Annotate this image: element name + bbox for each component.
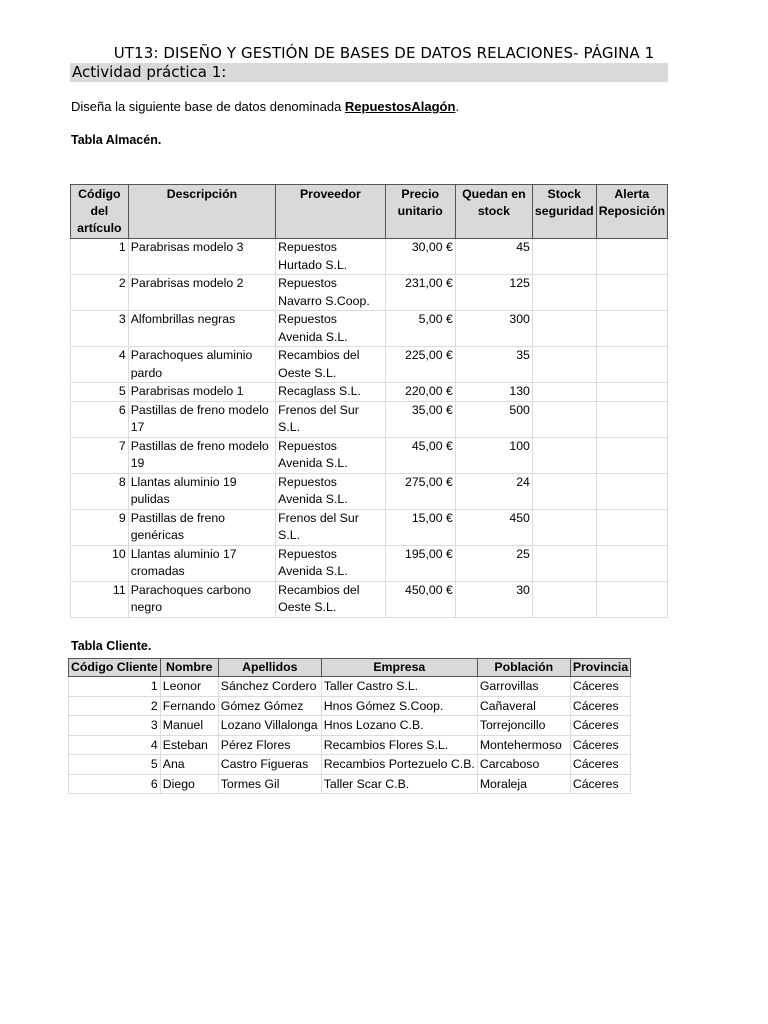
almacen-cell [596, 437, 667, 473]
almacen-cell: Repuestos Hurtado S.L. [276, 239, 385, 275]
cliente-cell: Carcaboso [477, 755, 570, 775]
almacen-cell: 500 [455, 401, 532, 437]
almacen-cell: Parachoques carbono negro [128, 581, 275, 617]
almacen-row [71, 239, 668, 275]
cliente-cell: Sánchez Cordero [218, 677, 321, 697]
cliente-header-cell: Apellidos [218, 659, 321, 677]
almacen-cell [596, 545, 667, 581]
almacen-cell [532, 473, 596, 509]
almacen-row [71, 383, 668, 402]
almacen-cell [596, 473, 667, 509]
almacen-row [71, 581, 668, 617]
almacen-cell: 2 [71, 275, 129, 311]
almacen-cell: 5,00 € [385, 311, 455, 347]
almacen-cell [532, 239, 596, 275]
cliente-cell: 5 [69, 755, 161, 775]
almacen-cell [532, 581, 596, 617]
almacen-header-cell: Stock seguridad [532, 185, 596, 239]
almacen-header-row [71, 185, 668, 239]
cliente-cell: Taller Scar C.B. [321, 774, 477, 794]
almacen-cell: Alfombrillas negras [128, 311, 275, 347]
almacen-cell: 35,00 € [385, 401, 455, 437]
cliente-cell: 2 [69, 696, 161, 716]
almacen-cell: 300 [455, 311, 532, 347]
almacen-cell: Recaglass S.L. [276, 383, 385, 402]
cliente-cell: Moraleja [477, 774, 570, 794]
almacen-cell [596, 275, 667, 311]
almacen-cell: 24 [455, 473, 532, 509]
cliente-cell: Cáceres [570, 716, 630, 736]
cliente-cell: Cáceres [570, 696, 630, 716]
almacen-cell: Repuestos Avenida S.L. [276, 311, 385, 347]
almacen-cell [532, 383, 596, 402]
cliente-header-cell: Nombre [160, 659, 218, 677]
cliente-cell: Castro Figueras [218, 755, 321, 775]
almacen-cell: 450 [455, 509, 532, 545]
almacen-cell [532, 347, 596, 383]
almacen-cell [532, 437, 596, 473]
almacen-cell: 11 [71, 581, 129, 617]
intro-text: Diseña la siguiente base de datos denominada [71, 99, 345, 114]
cliente-row [69, 696, 631, 716]
almacen-cell: Pastillas de freno modelo 19 [128, 437, 275, 473]
activity-heading: Actividad práctica 1: [70, 63, 668, 82]
almacen-cell: 100 [455, 437, 532, 473]
cliente-row [69, 774, 631, 794]
almacen-caption: Tabla Almacén. [71, 133, 162, 147]
almacen-header-cell: Código del artículo [71, 185, 129, 239]
almacen-row [71, 545, 668, 581]
almacen-cell: 30,00 € [385, 239, 455, 275]
almacen-cell: 6 [71, 401, 129, 437]
almacen-cell: 7 [71, 437, 129, 473]
cliente-cell: 6 [69, 774, 161, 794]
cliente-cell: Pérez Flores [218, 735, 321, 755]
almacen-cell: 3 [71, 311, 129, 347]
almacen-cell [532, 311, 596, 347]
almacen-cell: 35 [455, 347, 532, 383]
cliente-cell: 1 [69, 677, 161, 697]
cliente-cell: Recambios Flores S.L. [321, 735, 477, 755]
almacen-cell: 195,00 € [385, 545, 455, 581]
almacen-cell: 1 [71, 239, 129, 275]
almacen-header-cell: Precio unitario [385, 185, 455, 239]
cliente-cell: Garrovillas [477, 677, 570, 697]
cliente-header-cell: Provincia [570, 659, 630, 677]
almacen-cell: 30 [455, 581, 532, 617]
cliente-cell: Hnos Gómez S.Coop. [321, 696, 477, 716]
intro-end: . [455, 99, 460, 114]
cliente-caption: Tabla Cliente. [71, 639, 152, 653]
almacen-cell: 10 [71, 545, 129, 581]
almacen-row [71, 509, 668, 545]
cliente-cell: Recambios Portezuelo C.B. [321, 755, 477, 775]
cliente-cell: Diego [160, 774, 218, 794]
almacen-cell: Recambios del Oeste S.L. [276, 581, 385, 617]
almacen-cell [532, 275, 596, 311]
almacen-row [71, 473, 668, 509]
almacen-cell [596, 509, 667, 545]
cliente-cell: Cáceres [570, 774, 630, 794]
almacen-cell: 4 [71, 347, 129, 383]
cliente-cell: Taller Castro S.L. [321, 677, 477, 697]
almacen-cell: 5 [71, 383, 129, 402]
almacen-cell: Llantas aluminio 19 pulidas [128, 473, 275, 509]
almacen-header-cell: Quedan en stock [455, 185, 532, 239]
almacen-cell [596, 239, 667, 275]
almacen-cell [596, 347, 667, 383]
cliente-header-cell: Población [477, 659, 570, 677]
cliente-cell: Gómez Gómez [218, 696, 321, 716]
intro-paragraph [71, 99, 459, 114]
cliente-cell: Cáceres [570, 755, 630, 775]
cliente-cell: Torrejoncillo [477, 716, 570, 736]
cliente-cell: Montehermoso [477, 735, 570, 755]
cliente-cell: Hnos Lozano C.B. [321, 716, 477, 736]
cliente-cell: 4 [69, 735, 161, 755]
cliente-cell: Leonor [160, 677, 218, 697]
almacen-cell [532, 545, 596, 581]
cliente-cell: Fernando [160, 696, 218, 716]
almacen-row [71, 437, 668, 473]
almacen-table [70, 184, 668, 618]
almacen-cell: Repuestos Avenida S.L. [276, 545, 385, 581]
page-header-title: UT13: DISEÑO Y GESTIÓN DE BASES DE DATOS RELACIONES- PÁGINA 1 [113, 44, 655, 62]
cliente-cell: Cáceres [570, 735, 630, 755]
almacen-cell [596, 401, 667, 437]
cliente-cell: Manuel [160, 716, 218, 736]
almacen-row [71, 311, 668, 347]
almacen-cell: Repuestos Navarro S.Coop. [276, 275, 385, 311]
almacen-cell: 220,00 € [385, 383, 455, 402]
almacen-cell [532, 401, 596, 437]
almacen-cell: Parabrisas modelo 1 [128, 383, 275, 402]
almacen-cell: 225,00 € [385, 347, 455, 383]
almacen-header-cell: Proveedor [276, 185, 385, 239]
almacen-cell [596, 581, 667, 617]
almacen-cell [596, 311, 667, 347]
almacen-cell: 45,00 € [385, 437, 455, 473]
almacen-cell: 9 [71, 509, 129, 545]
cliente-cell: Cañaveral [477, 696, 570, 716]
almacen-cell: 450,00 € [385, 581, 455, 617]
almacen-cell: 231,00 € [385, 275, 455, 311]
cliente-cell: Ana [160, 755, 218, 775]
almacen-cell: Parabrisas modelo 2 [128, 275, 275, 311]
cliente-row [69, 735, 631, 755]
cliente-header-cell: Código Cliente [69, 659, 161, 677]
cliente-header-cell: Empresa [321, 659, 477, 677]
almacen-cell [532, 509, 596, 545]
almacen-cell: Parachoques aluminio pardo [128, 347, 275, 383]
almacen-cell: Recambios del Oeste S.L. [276, 347, 385, 383]
almacen-row [71, 401, 668, 437]
almacen-cell: 25 [455, 545, 532, 581]
almacen-cell: 8 [71, 473, 129, 509]
almacen-cell: Repuestos Avenida S.L. [276, 437, 385, 473]
cliente-row [69, 677, 631, 697]
cliente-header-row [69, 659, 631, 677]
cliente-row [69, 755, 631, 775]
almacen-cell: Pastillas de freno modelo 17 [128, 401, 275, 437]
cliente-cell: Lozano Villalonga [218, 716, 321, 736]
almacen-cell: 15,00 € [385, 509, 455, 545]
almacen-cell [596, 383, 667, 402]
almacen-cell: Frenos del Sur S.L. [276, 509, 385, 545]
cliente-cell: Esteban [160, 735, 218, 755]
database-name: RepuestosAlagón [344, 99, 456, 114]
almacen-cell: Frenos del Sur S.L. [276, 401, 385, 437]
cliente-cell: 3 [69, 716, 161, 736]
almacen-cell: 125 [455, 275, 532, 311]
almacen-cell: Parabrisas modelo 3 [128, 239, 275, 275]
almacen-cell: 130 [455, 383, 532, 402]
cliente-table [68, 658, 631, 794]
almacen-cell: Repuestos Avenida S.L. [276, 473, 385, 509]
almacen-header-cell: Alerta Reposición [596, 185, 667, 239]
almacen-row [71, 347, 668, 383]
almacen-cell: 275,00 € [385, 473, 455, 509]
almacen-cell: Llantas aluminio 17 cromadas [128, 545, 275, 581]
cliente-row [69, 716, 631, 736]
cliente-cell: Cáceres [570, 677, 630, 697]
cliente-cell: Tormes Gil [218, 774, 321, 794]
almacen-cell: 45 [455, 239, 532, 275]
almacen-row [71, 275, 668, 311]
almacen-cell: Pastillas de freno genéricas [128, 509, 275, 545]
almacen-header-cell: Descripción [128, 185, 275, 239]
